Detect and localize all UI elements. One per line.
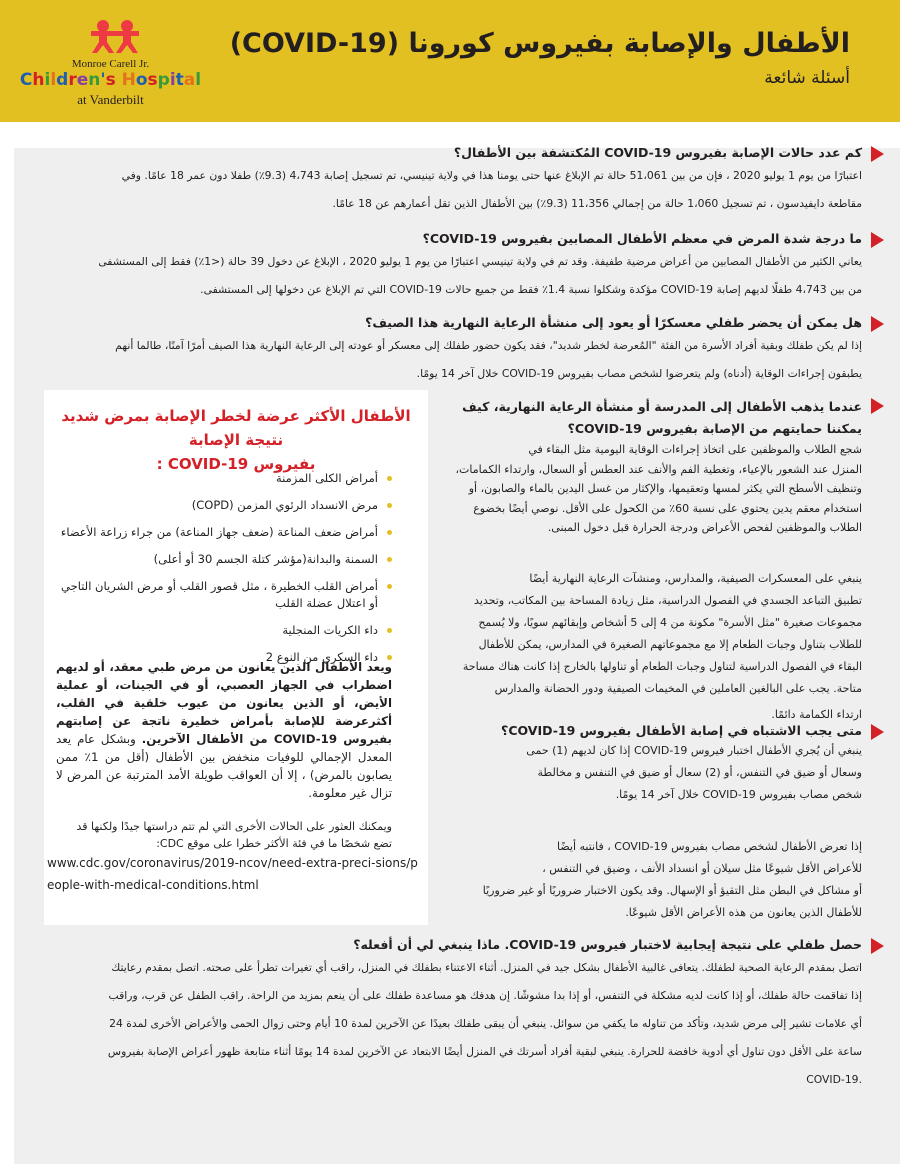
list-item [50, 622, 392, 639]
list-item-text: داء الكريات المنجلية [282, 623, 378, 637]
list-item-text: أمراض القلب الخطيرة ، مثل قصور القلب أو مرض الشريان التاجي أو اعتلال عضلة القلب [61, 579, 378, 610]
answer-line: أي علامات تشير إلى مرض شديد، وتأكد من تناوله ما يكفي من سوائل. ينبغي أن يبقى طفلك بعيدًا عن الآخرين لمدة 10 أيام وحتى زوال الحمى والأعراض الأخرى لمدة 24 [109, 1017, 862, 1030]
logo-letter: e [76, 70, 89, 90]
answer-line: ينبغي أن يُجري الأطفال اختبار فيروس COVID-19 إذا كان لديهم (1) حمى [526, 744, 862, 757]
logo-text-monroe: Monroe Carell Jr. [71, 58, 150, 70]
answer-line: للطلاب بتناول وجبات الطعام إلا مع مجموعاتهم الصغيرة في المدارس، يمكن للأطفال [478, 637, 862, 651]
high-risk-sidebar [44, 390, 428, 925]
answer-line: شخص مصاب بفيروس COVID-19 خلال آخر 14 يومًا. [615, 788, 862, 801]
answer-line: أو مشاكل في البطن مثل التقيؤ أو الإسهال. وقد يكون الاختبار ضروريًا أو غير ضروريًا [482, 884, 862, 897]
answer-line: يطبقون إجراءات الوقاية (أدناه) ولم يتعرضوا لشخص مصاب بفيروس COVID-19 خلال آخر 14 يومًا. [416, 367, 862, 380]
answer-line: تطبيق التباعد الجسدي في الفصول الدراسية، مثل زيادة المساحة بين المكاتب، وتحديد [474, 593, 862, 607]
list-item [50, 551, 392, 568]
question-text: عندما يذهب الأطفال إلى المدرسة أو منشأة الرعاية النهارية، كيف [462, 399, 862, 414]
sidebar-risk-paragraph [56, 658, 392, 802]
bullet-icon [387, 530, 392, 535]
answer-line: إذا تفاقمت حالة طفلك، أو إذا كانت لديه مشكلة في التنفس، أو إذا بدا مشوشًا. إن هدفك هو مساعدة طفلك على أن ينعم بمزيد من الراحة. راقب الطفل عن قرب، وراقب [108, 989, 862, 1002]
question-text: كم عدد حالات الإصابة بفيروس COVID-19 المُكتشفة بين الأطفال؟ [453, 145, 862, 160]
faq-answer [422, 836, 862, 924]
answer-line: للأطفال الذين يعانون من هذه الأعراض الأقل شيوعًا. [625, 906, 862, 919]
faq-answer [422, 740, 862, 806]
list-item [50, 578, 392, 612]
faq-answer [32, 954, 862, 1094]
faq-answer [32, 162, 862, 218]
answer-line: اتصل بمقدم الرعاية الصحية لطفلك. يتعافى غالبية الأطفال بشكل جيد في المنزل. أثناء الاعتناء بطفلك في المنزل، راقب أي تغيرات تطرأ على صحته. اتصل بمقدم رعايتك [111, 961, 862, 974]
red-triangle-marker-icon [871, 316, 884, 332]
red-triangle-marker-icon [871, 146, 884, 162]
faq-answer [32, 332, 862, 388]
faq-question [32, 144, 862, 162]
answer-line: مجموعات صغيرة "مثل الأسرة" مكونة من 4 إلى 5 أشخاص وإبقائهم سويًا، ولا يُسمح [478, 615, 862, 629]
logo-letter: d [56, 70, 69, 90]
bullet-icon [387, 557, 392, 562]
list-item-text: أمراض ضعف المناعة (ضعف جهاز المناعة) من جراء زراعة الأعضاء [60, 525, 378, 539]
answer-line: إذا تعرض الأطفال لشخص مصاب بفيروس COVID-19 ، فانتبه أيضًا [557, 840, 862, 853]
logo-letter: i [169, 70, 176, 90]
sidebar-title [54, 404, 418, 476]
risk-conditions-list [50, 470, 392, 676]
list-item-text: مرض الانسداد الرئوي المزمن (COPD) [191, 498, 378, 512]
logo-letter: H [121, 70, 136, 90]
faq-question [422, 396, 862, 440]
answer-line: يعاني الكثير من الأطفال المصابين من أعراض مرضية طفيفة. وقد تم في ولاية تينيسي اعتبارًا من يوم 1 يوليو 2020 ، الإبلاغ عن دخول 39 حالة (<1٪) فقط إلى المستشفى [98, 255, 862, 268]
faq-section-positive-test [32, 936, 862, 1094]
list-item [50, 524, 392, 541]
page-subtitle: أسئلة شائعة [764, 68, 850, 88]
logo-letter: l [50, 70, 57, 90]
answer-line: البقاء في الفصول الدراسية لتناول وجبات الطعام أو تناولها بالخارج إذا كانت هناك مساحة [462, 659, 862, 673]
sidebar-title-line: بفيروس COVID-19 : [156, 455, 316, 473]
red-triangle-marker-icon [871, 232, 884, 248]
logo-letter: l [195, 70, 202, 90]
list-item [50, 470, 392, 487]
faq-section-school-protection [422, 396, 862, 726]
answer-line: للأعراض الأقل شيوعًا مثل سيلان أو انسداد الأنف ، وضيق في التنفس ، [542, 862, 862, 875]
question-text: متى يجب الاشتباه في إصابة الأطفال بفيروس COVID-19؟ [501, 723, 862, 738]
answer-line: متاحة. يجب على البالغين العاملين في المخيمات الصيفية ودور الحضانة والمدارس [494, 681, 862, 695]
answer-line: إذا لم يكن طفلك وبقية أفراد الأسرة من الفئة "المُعرضة لخطر شديد"، فقد يكون حضور طفلك إلى معسكر أو عودته إلى الرعاية النهارية هذا الصيف أمرًا آمنًا، طالما أنهم [115, 339, 862, 352]
bullet-icon [387, 476, 392, 481]
logo-letter: h [32, 70, 45, 90]
faq-answer [422, 440, 862, 538]
sidebar-title-line: الأطفال الأكثر عرضة لخطر الإصابة بمرض شديد نتيجة الإصابة [61, 407, 411, 449]
faq-section-when-suspect [422, 722, 862, 924]
faq-section-summer-camp [32, 314, 862, 388]
faq-answer [32, 248, 862, 304]
answer-line: .COVID-19 [806, 1073, 862, 1086]
faq-answer [422, 568, 862, 726]
logo-letter: a [183, 70, 196, 90]
logo-text-vanderbilt: at Vanderbilt [77, 92, 144, 107]
answer-line: ساعة على الأقل دون تناول أي أدوية خافضة للحرارة. ينبغي لبقية أفراد أسرتك في المنزل أيضًا الابتعاد عن الآخرين لمدة 14 يومًا أثناء متابعة ظهور أعراض الإصابة بفيروس [107, 1045, 862, 1058]
children-figures-icon [90, 20, 140, 54]
question-text: حصل طفلي على نتيجة إيجابية لاختبار فيروس COVID-19. ماذا ينبغي لي أن أفعله؟ [353, 937, 862, 952]
list-item-text: أمراض الكلى المزمنة [275, 471, 378, 485]
hospital-logo [18, 18, 203, 108]
question-text: ما درجة شدة المرض في معظم الأطفال المصابين بفيروس COVID-19؟ [422, 231, 862, 246]
answer-line: المنزل عند الشعور بالإعياء، وتغطية الفم والأنف عند العطس أو السعال، وارتداء الكمامات، [455, 462, 862, 476]
red-triangle-marker-icon [871, 938, 884, 954]
bullet-icon [387, 628, 392, 633]
logo-letter: s [147, 70, 158, 90]
answer-line: وسعال أو ضيق في التنفس، أو (2) سعال أو ضيق في التنفس و مخالطة [537, 766, 862, 779]
answer-line: ارتداء الكمامة دائمًا. [771, 707, 862, 721]
logo-letter: s [105, 70, 116, 90]
faq-section-case-count [32, 144, 862, 218]
list-item-text: داء السكري من النوع 2 [265, 650, 378, 664]
normal-text: وبشكل عام يعد المعدل الإجمالي للوفيات منخفض بين الأطفال (أقل من 1٪ ممن يصابون بالمرض) ، إلا أن العواقب طويلة الأمد المترتبة عن المرض لا تزال غير معلومة. [56, 732, 392, 800]
logo-letter: C [19, 70, 33, 90]
faq-question [32, 936, 862, 954]
question-text: هل يمكن أن يحضر طفلي معسكرًا أو يعود إلى منشأة الرعاية النهارية هذا الصيف؟ [365, 315, 862, 330]
logo-letter: p [157, 70, 170, 90]
list-item [50, 497, 392, 514]
logo-text-childrens-hospital [18, 70, 203, 90]
answer-line: استخدام معقم يدين يحتوي على نسبة 60٪ من الكحول على الأقل. نوصي أيضًا بخضوع [473, 501, 862, 515]
answer-line: مقاطعة دايفيدسون ، تم تسجيل 1،060 حالة من إجمالي 11،356 (9.3٪) بين الأطفال الذين تقل أعمارهم عن 18 عامًا. [332, 197, 862, 210]
answer-line: من بين 4،743 طفلًا لديهم إصابة COVID-19 مؤكدة وشكلوا نسبة 1.4٪ فقط من جميع حالات COVID-19 التي تم الإبلاغ عن دخولها إلى المستشفى. [200, 283, 862, 296]
cdc-link[interactable]: www.cdc.gov/coronavirus/2019-ncov/need-extra-preci-sions/people-with-medical-conditions.html [47, 856, 418, 892]
bold-text: ويعد الأطفال الذين يعانون من مرض طبي معقد، أو لديهم اضطراب في الجهاز العصبي، أو في الجينات، أو عملية الأيض، أو الذين يعانون من عيوب خلقية في القلب، أكثرعرضة للإصابة بأمراض خطيرة ناتجة عن إصابتهم بفيروس COVID-19 من الأطفال الآخرين. [56, 660, 392, 746]
faq-question [32, 314, 862, 332]
answer-line: اعتبارًا من يوم 1 يوليو 2020 ، فإن من بين 51،061 حالة تم الإبلاغ عنها حتى يومنا هذا في ولاية تينيسي، تم تسجيل إصابة 4،743 (9.3٪) طفلا دون عمر 18 عامًا. وفي [121, 169, 862, 182]
logo-letter: ' [100, 70, 106, 90]
logo-letter: i [44, 70, 51, 90]
faq-section-severity [32, 230, 862, 304]
header-banner [0, 0, 900, 122]
sidebar-more-info: ويمكنك العثور على الحالات الأخرى التي لم تتم دراستها جيدًا ولكنها قد تضع شخصًا ما في فئة الأكثر خطرا على موقع CDC: [76, 820, 392, 850]
logo-letter: t [175, 70, 184, 90]
answer-line: وتنظيف الأسطح التي يكثر لمسها وتعقيمها، والإكثار من غسل اليدين بالماء والصابون، أو [468, 482, 862, 495]
logo-letter: o [135, 70, 148, 90]
red-triangle-marker-icon [871, 724, 884, 740]
red-triangle-marker-icon [871, 398, 884, 414]
question-text: يمكننا حمايتهم من الإصابة بفيروس COVID-19؟ [567, 421, 862, 436]
logo-letter: r [68, 70, 77, 90]
logo-letter: n [88, 70, 101, 90]
bullet-icon [387, 503, 392, 508]
faq-question [422, 722, 862, 740]
answer-line: الطلاب والموظفين لفحص الأعراض ودرجة الحرارة قبل دخول المبنى. [547, 521, 862, 534]
answer-line: شجع الطلاب والموظفين على اتخاذ إجراءات الوقاية اليومية مثل البقاء في [528, 443, 862, 456]
page-title: الأطفال والإصابة بفيروس كورونا (COVID-19) [229, 28, 850, 59]
list-item-text: السمنة والبدانة(مؤشر كتلة الجسم 30 أو أعلى) [153, 552, 378, 566]
faq-question [32, 230, 862, 248]
bullet-icon [387, 584, 392, 589]
answer-line: ينبغي على المعسكرات الصيفية، والمدارس، ومنشآت الرعاية النهارية أيضًا [529, 571, 862, 585]
